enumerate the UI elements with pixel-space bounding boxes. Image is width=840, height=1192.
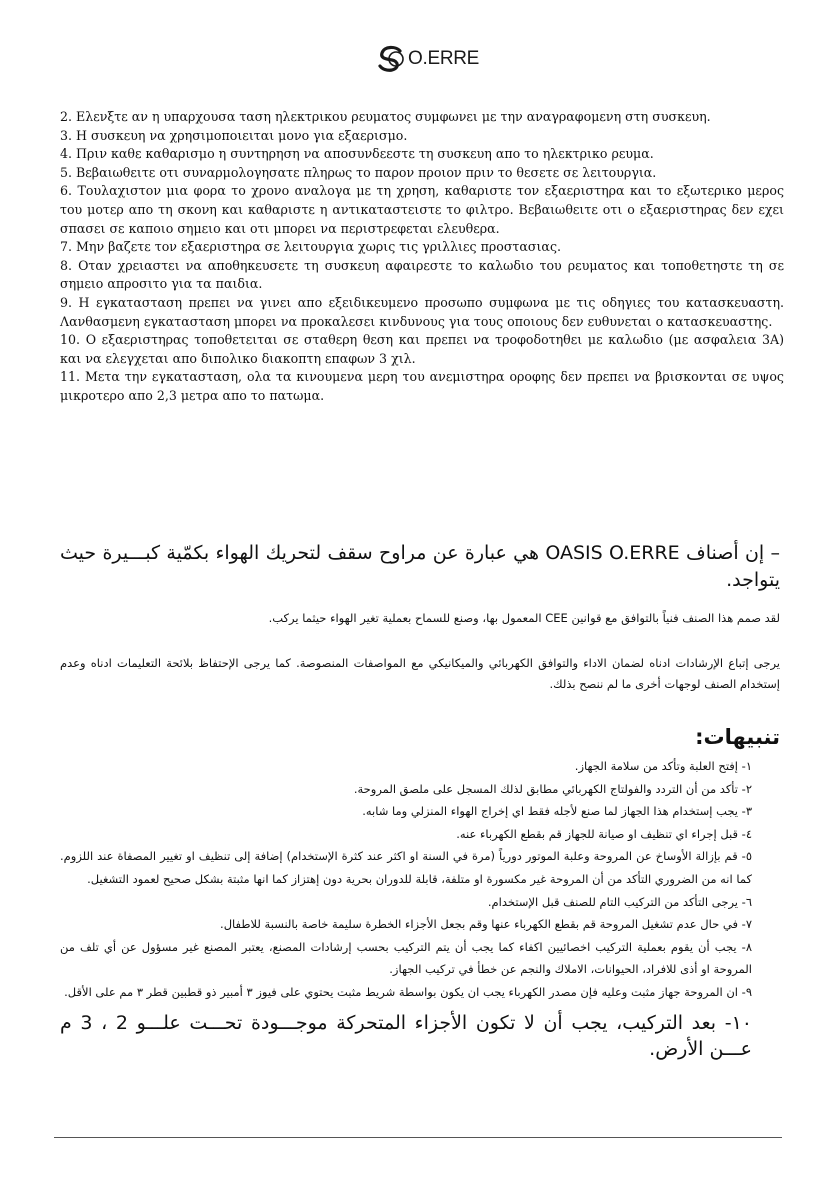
arabic-warning-item: ٩- ان المروحة جهاز مثبت وعليه فإن مصدر الكهرباء يجب ان يكون بواسطة شريط مثبت يحتوي على فيوز ٣ أمبير ذو قطبين قطر ٣ مم على الأقل.: [64, 984, 752, 999]
greek-item: 11. Μετα την εγκατασταση, ολα τα κινουμενα μερη του ανεμιστηρα οροφης δεν πρεπει να βρισκονται σε υψος μικροτερο απο 2,3 μετρα απο το πατωμα.: [60, 369, 784, 403]
greek-item: 4. Πριν καθε καθαρισμο η συντηρηση να αποσυνδεεστε τη συσκευη απο το ηλεκτρικο ρευμα.: [60, 146, 654, 162]
greek-item: 9. Η εγκατασταση πρεπει να γινει απο εξειδικευμενο προσωπο συμφωνα με τις οδηγιες του κατασκευαστη. Λανθασμενη εγκατασταση μπορει να προκαλεσει κινδυνους για τους οποιους δεν ευθυνεται ο κατασκευαστης.: [60, 294, 784, 329]
arabic-warning-item: ٨- يجب أن يقوم بعملية التركيب اخصائيين اكفاء كما يجب أن يتم التركيب بحسب إرشادات المصنع، يعتبر المصنع غير مسؤول عن أي تلف من المروحة او أذى للافراد، الحيوانات، الاملاك والنجم عن خطأ في تركيب الجهاز.: [60, 939, 752, 977]
greek-item: 6. Τουλαχιστον μια φορα το χρονο αναλογα με τη χρηση, καθαριστε τον εξαεριστηρα και το εξωτερικο μερος του μοτερ απο τη σκονη και καθαριστε η αντικαταστειστε το φιλτρο. Βεβαιωθειτε οτι ο εξαεριστηρας δεν εχει σπασει σε καποιο σημειο και οτι μπορει να περιστρεφεται ελευθερα.: [60, 183, 784, 236]
warnings-heading: تنبيهات:: [695, 725, 780, 749]
footer-divider: [54, 1137, 782, 1138]
arabic-warning-item: ٧- في حال عدم تشغيل المروحة قم بقطع الكهرباء عنها وقم بجعل الأجزاء الخطرة سليمة خاصة بالنسبة للاطفال.: [220, 917, 752, 932]
arabic-paragraph: يرجى إتباع الإرشادات ادناه لضمان الاداء والتوافق الكهربائي والميكانيكي مع المواصفات المنصوصة. كما يرجى الإحتفاظ بلائحة التعليمات ادناه وعدم إستخدام الصنف لوجهات أخرى ما لم ننصح بذلك.: [60, 656, 780, 691]
greek-item: 5. Βεβαιωθειτε οτι συναρμολογησατε πληρως το παρον προιον πριν το θεσετε σε λειτουργια.: [60, 164, 657, 180]
greek-instructions: [60, 108, 784, 406]
greek-item: 7. Μην βαζετε τον εξαεριστηρα σε λειτουργια χωρις τις γριλλιες προστασιας.: [60, 239, 561, 255]
arabic-warning-item: ٦- يرجى التأكد من التركيب التام للصنف قبل الإستخدام.: [487, 894, 752, 909]
arabic-instructions: [60, 540, 780, 1081]
greek-item: 10. Ο εξαεριστηρας τοποθετειται σε σταθερη θεση και πρεπει να τροφοδοτηθει με καλωδιο (με ασφαλεια 3Α) και να ελεγχεται απο διπολικο διακοπτη επαφων 3 χιλ.: [60, 332, 784, 366]
oerre-logo-icon: [376, 44, 406, 74]
arabic-warning-item: ٣- يجب إستخدام هذا الجهاز لما صنع لأجله فقط اي إخراج الهواء المنزلي وما شابه.: [362, 804, 752, 819]
arabic-warning-item: ٥- قم بإزالة الأوساخ عن المروحة وعلبة الموتور دورياً (مرة في السنة او اكثر عند كثرة الإستخدام) إضافة إلى تنظيف او تغيير المصفاة عند اللزوم. كما انه من الضروري التأكد من أن المروحة غير مكسورة او متلفة، قابلة للدوران بحرية دون إهتزاز كما انها مثبتة بشكل صحيح لعمود التشغيل.: [60, 849, 752, 886]
arabic-warning-item: ٤- قبل إجراء اي تنظيف او صيانة للجهاز قم بقطع الكهرباء عنه.: [456, 826, 752, 841]
brand-logo: [376, 42, 506, 76]
arabic-warning-item: ٢- تأكد من أن التردد والفولتاج الكهربائي مطابق لذلك المسجل على ملصق المروحة.: [353, 781, 752, 796]
greek-item: 3. Η συσκευη να χρησιμοποιειται μονο για εξαερισμο.: [60, 127, 408, 143]
arabic-warning-item: ١٠- بعد التركيب، يجب أن لا تكون الأجزاء المتحركة موجـــودة تحـــت علـــو 2 ، 3 م عـــن الأرض.: [60, 1011, 752, 1060]
greek-item: 2. Ελενξτε αν η υπαρχουσα ταση ηλεκτρικου ρευματος συμφωνει με την αναγραφομενη στη συσκευη.: [60, 109, 711, 124]
arabic-intro: – إن أصناف OASIS O.ERRE هي عبارة عن مراوح سقف لتحريك الهواء بكمّية كبـــيرة حيث يتواجد.: [60, 542, 781, 591]
greek-item: 8. Οταν χρειαστει να αποθηκευσετε τη συσκευη αφαιρεστε το καλωδιο του ρευματος και τοποθετηστε τη σε σημειο απροσιτο για τα παιδια.: [60, 257, 784, 292]
arabic-warning-item: ١- إفتح العلبة وتأكد من سلامة الجهاز.: [574, 759, 752, 773]
logo-text: O.ERRE: [408, 48, 480, 69]
arabic-paragraph: لقد صمم هذا الصنف فنياً بالتوافق مع قوانين CEE المعمول بها، وصنع للسماح بعملية تغير الهواء حيثما يركب.: [268, 611, 780, 625]
